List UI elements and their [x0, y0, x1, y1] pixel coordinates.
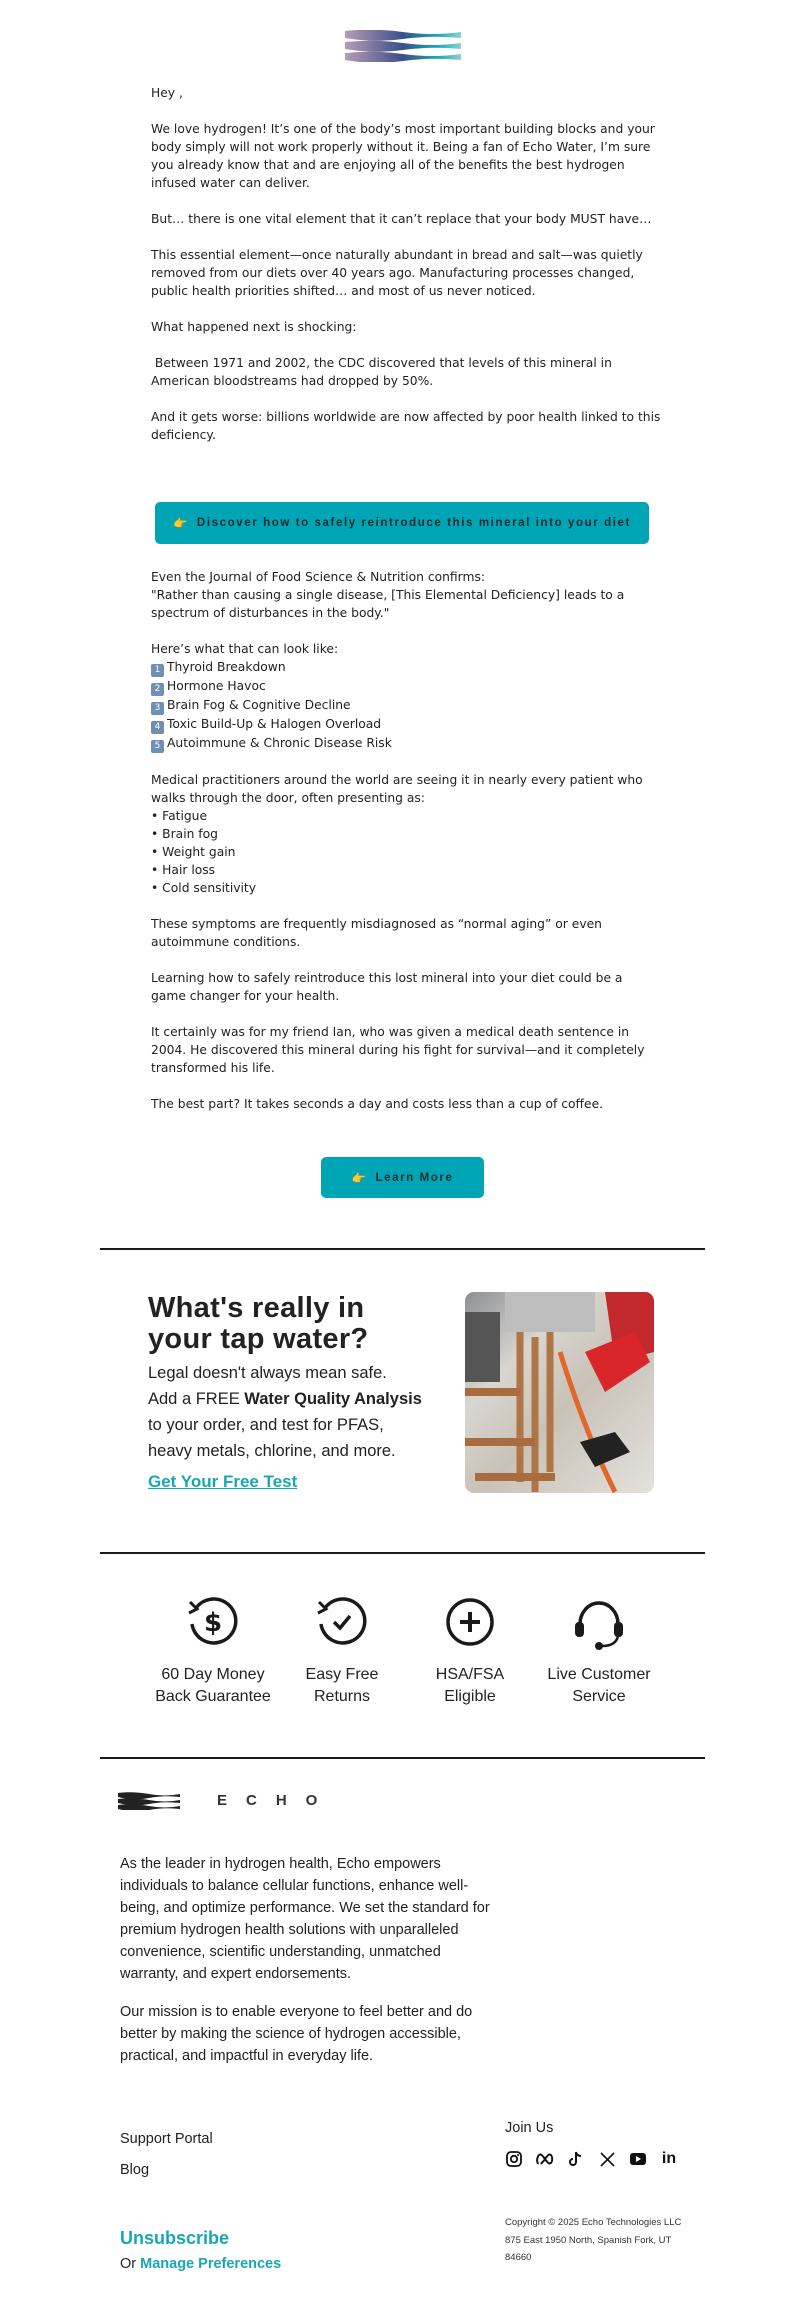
feature-hsa-fsa: HSA/FSA Eligible: [400, 1594, 540, 1708]
paragraph: What happened next is shocking:: [151, 320, 357, 334]
number-badge-icon: 2: [151, 683, 164, 696]
join-us-label: Join Us: [505, 2120, 554, 2136]
list-item-text: Toxic Build-Up & Halogen Overload: [167, 717, 382, 731]
meta-icon[interactable]: [536, 2150, 554, 2168]
symptom-item: • Fatigue: [151, 809, 208, 823]
symptom-item: • Cold sensitivity: [151, 881, 257, 895]
youtube-icon[interactable]: [629, 2150, 647, 2168]
number-badge-icon: 5: [151, 740, 164, 753]
journal-text: Even the Journal of Food Science & Nutrition confirms:: [151, 570, 486, 584]
number-badge-icon: 1: [151, 664, 164, 677]
discover-mineral-button[interactable]: [155, 502, 649, 544]
social-links: [505, 2150, 678, 2168]
echo-footer-logo-icon: [118, 1792, 180, 1810]
returns-check-icon: [315, 1594, 369, 1650]
divider: [100, 1552, 705, 1554]
paragraph: But… there is one vital element that it can’t replace that your body MUST have…: [151, 212, 652, 226]
pointing-hand-icon: 👉: [351, 1172, 368, 1185]
paragraph: Between 1971 and 2002, the CDC discovered that levels of this mineral in American bloodstreams had dropped by 50%.: [151, 356, 616, 388]
copyright-block: Copyright © 2025 Echo Technologies LLC 875 East 1950 North, Spanish Fork, UT 84660: [505, 2217, 682, 2263]
button-label: Learn More: [375, 1171, 454, 1184]
medical-text: Medical practitioners around the world are seeing it in nearly every patient who walks through the door, often presenting as:: [151, 773, 643, 805]
paragraph: The best part? It takes seconds a day and costs less than a cup of coffee.: [151, 1097, 604, 1111]
list-intro: Here’s what that can look like:: [151, 642, 339, 656]
echo-wordmark: ECHO: [217, 1792, 337, 1809]
list-item-text: Brain Fog & Cognitive Decline: [167, 698, 351, 712]
numbered-list-item: [151, 677, 661, 696]
paragraph: These symptoms are frequently misdiagnosed as “normal aging” or even autoimmune conditions.: [151, 917, 602, 949]
paragraph: And it gets worse: billions worldwide are now affected by poor health linked to this deficiency.: [151, 410, 661, 442]
divider: [100, 1248, 705, 1250]
numbered-list-item: [151, 658, 661, 677]
pointing-hand-icon: 👉: [173, 518, 189, 530]
tiktok-icon[interactable]: [567, 2150, 585, 2168]
mission-text: Our mission is to enable everyone to feel better and do better by making the science of hydrogen accessible, practical, and impactful in everyday life.: [120, 2004, 473, 2064]
quote: "Rather than causing a single disease, [This Elemental Deficiency] leads to a spectrum of disturbances in the body.": [151, 588, 625, 620]
number-badge-icon: 4: [151, 721, 164, 734]
feature-free-returns: Easy Free Returns: [272, 1594, 412, 1708]
numbered-list-item: [151, 715, 661, 734]
feature-customer-service: Live Customer Service: [529, 1594, 669, 1708]
intro-text: [151, 84, 661, 462]
support-portal-link[interactable]: Support Portal: [120, 2131, 213, 2147]
paragraph: Learning how to safely reintroduce this lost mineral into your diet could be a game changer for your health.: [151, 971, 623, 1003]
list-item-text: Thyroid Breakdown: [167, 660, 286, 674]
echo-logo: [345, 30, 461, 62]
paragraph: This essential element—once naturally abundant in bread and salt—was quietly removed from our diets over 40 years ago. Manufacturing processes changed, public health priorities shifted… and most of us never noticed.: [151, 248, 643, 298]
symptom-item: • Weight gain: [151, 845, 236, 859]
paragraph: We love hydrogen! It’s one of the body’s most important building blocks and your body simply will not work properly without it. Being a fan of Echo Water, I’m sure you already know that and are enjoying all of the benefits the best hydrogen infused water can deliver.: [151, 122, 655, 190]
linkedin-icon[interactable]: in: [661, 2150, 677, 2167]
paragraph: It certainly was for my friend Ian, who was given a medical death sentence in 2004. He discovered this mineral during his fight for survival—and it completely transformed his life.: [151, 1025, 645, 1075]
about-text: As the leader in hydrogen health, Echo empowers individuals to balance cellular functions, enhance well-being, and optimize performance. We set the standard for premium hydrogen health solutions with unparalleled convenience, scientific understanding, unmatched warranty, and expert endorsements.: [120, 1856, 490, 1982]
list-item-text: Autoimmune & Chronic Disease Risk: [167, 736, 392, 750]
symptom-item: • Brain fog: [151, 827, 218, 841]
divider: [100, 1757, 705, 1759]
svg-text:$: $: [203, 1608, 223, 1638]
promo-heading: What's really in your tap water?: [148, 1292, 369, 1355]
x-icon[interactable]: [598, 2150, 616, 2168]
unsubscribe-link[interactable]: Unsubscribe: [120, 2228, 230, 2248]
button-label: Discover how to safely reintroduce this mineral into your diet: [196, 517, 631, 529]
numbered-list-item: [151, 734, 661, 753]
instagram-icon[interactable]: [505, 2150, 523, 2168]
get-free-test-link[interactable]: Get Your Free Test: [148, 1472, 298, 1491]
greeting: Hey ,: [151, 86, 183, 100]
manage-preferences-link[interactable]: Manage Preferences: [140, 2256, 282, 2272]
promo-text: Legal doesn't always mean safe. Add a FREE Water Quality Analysis to your order, and test for PFAS, heavy metals, chlorine, and more.: [148, 1364, 422, 1460]
feature-money-back: $ 60 Day Money Back Guarantee: [143, 1594, 283, 1708]
learn-more-button[interactable]: [321, 1157, 484, 1198]
numbered-list-item: [151, 696, 661, 715]
plumber-photo: [465, 1292, 654, 1493]
number-badge-icon: 3: [151, 702, 164, 715]
section-text: [151, 568, 661, 1131]
headset-icon: [572, 1594, 626, 1650]
plus-circle-icon: [443, 1594, 497, 1650]
symptom-item: • Hair loss: [151, 863, 216, 877]
blog-link[interactable]: Blog: [120, 2162, 150, 2178]
manage-preferences-line: Or Manage Preferences: [120, 2256, 282, 2272]
money-back-icon: [186, 1594, 240, 1650]
list-item-text: Hormone Havoc: [167, 679, 266, 693]
